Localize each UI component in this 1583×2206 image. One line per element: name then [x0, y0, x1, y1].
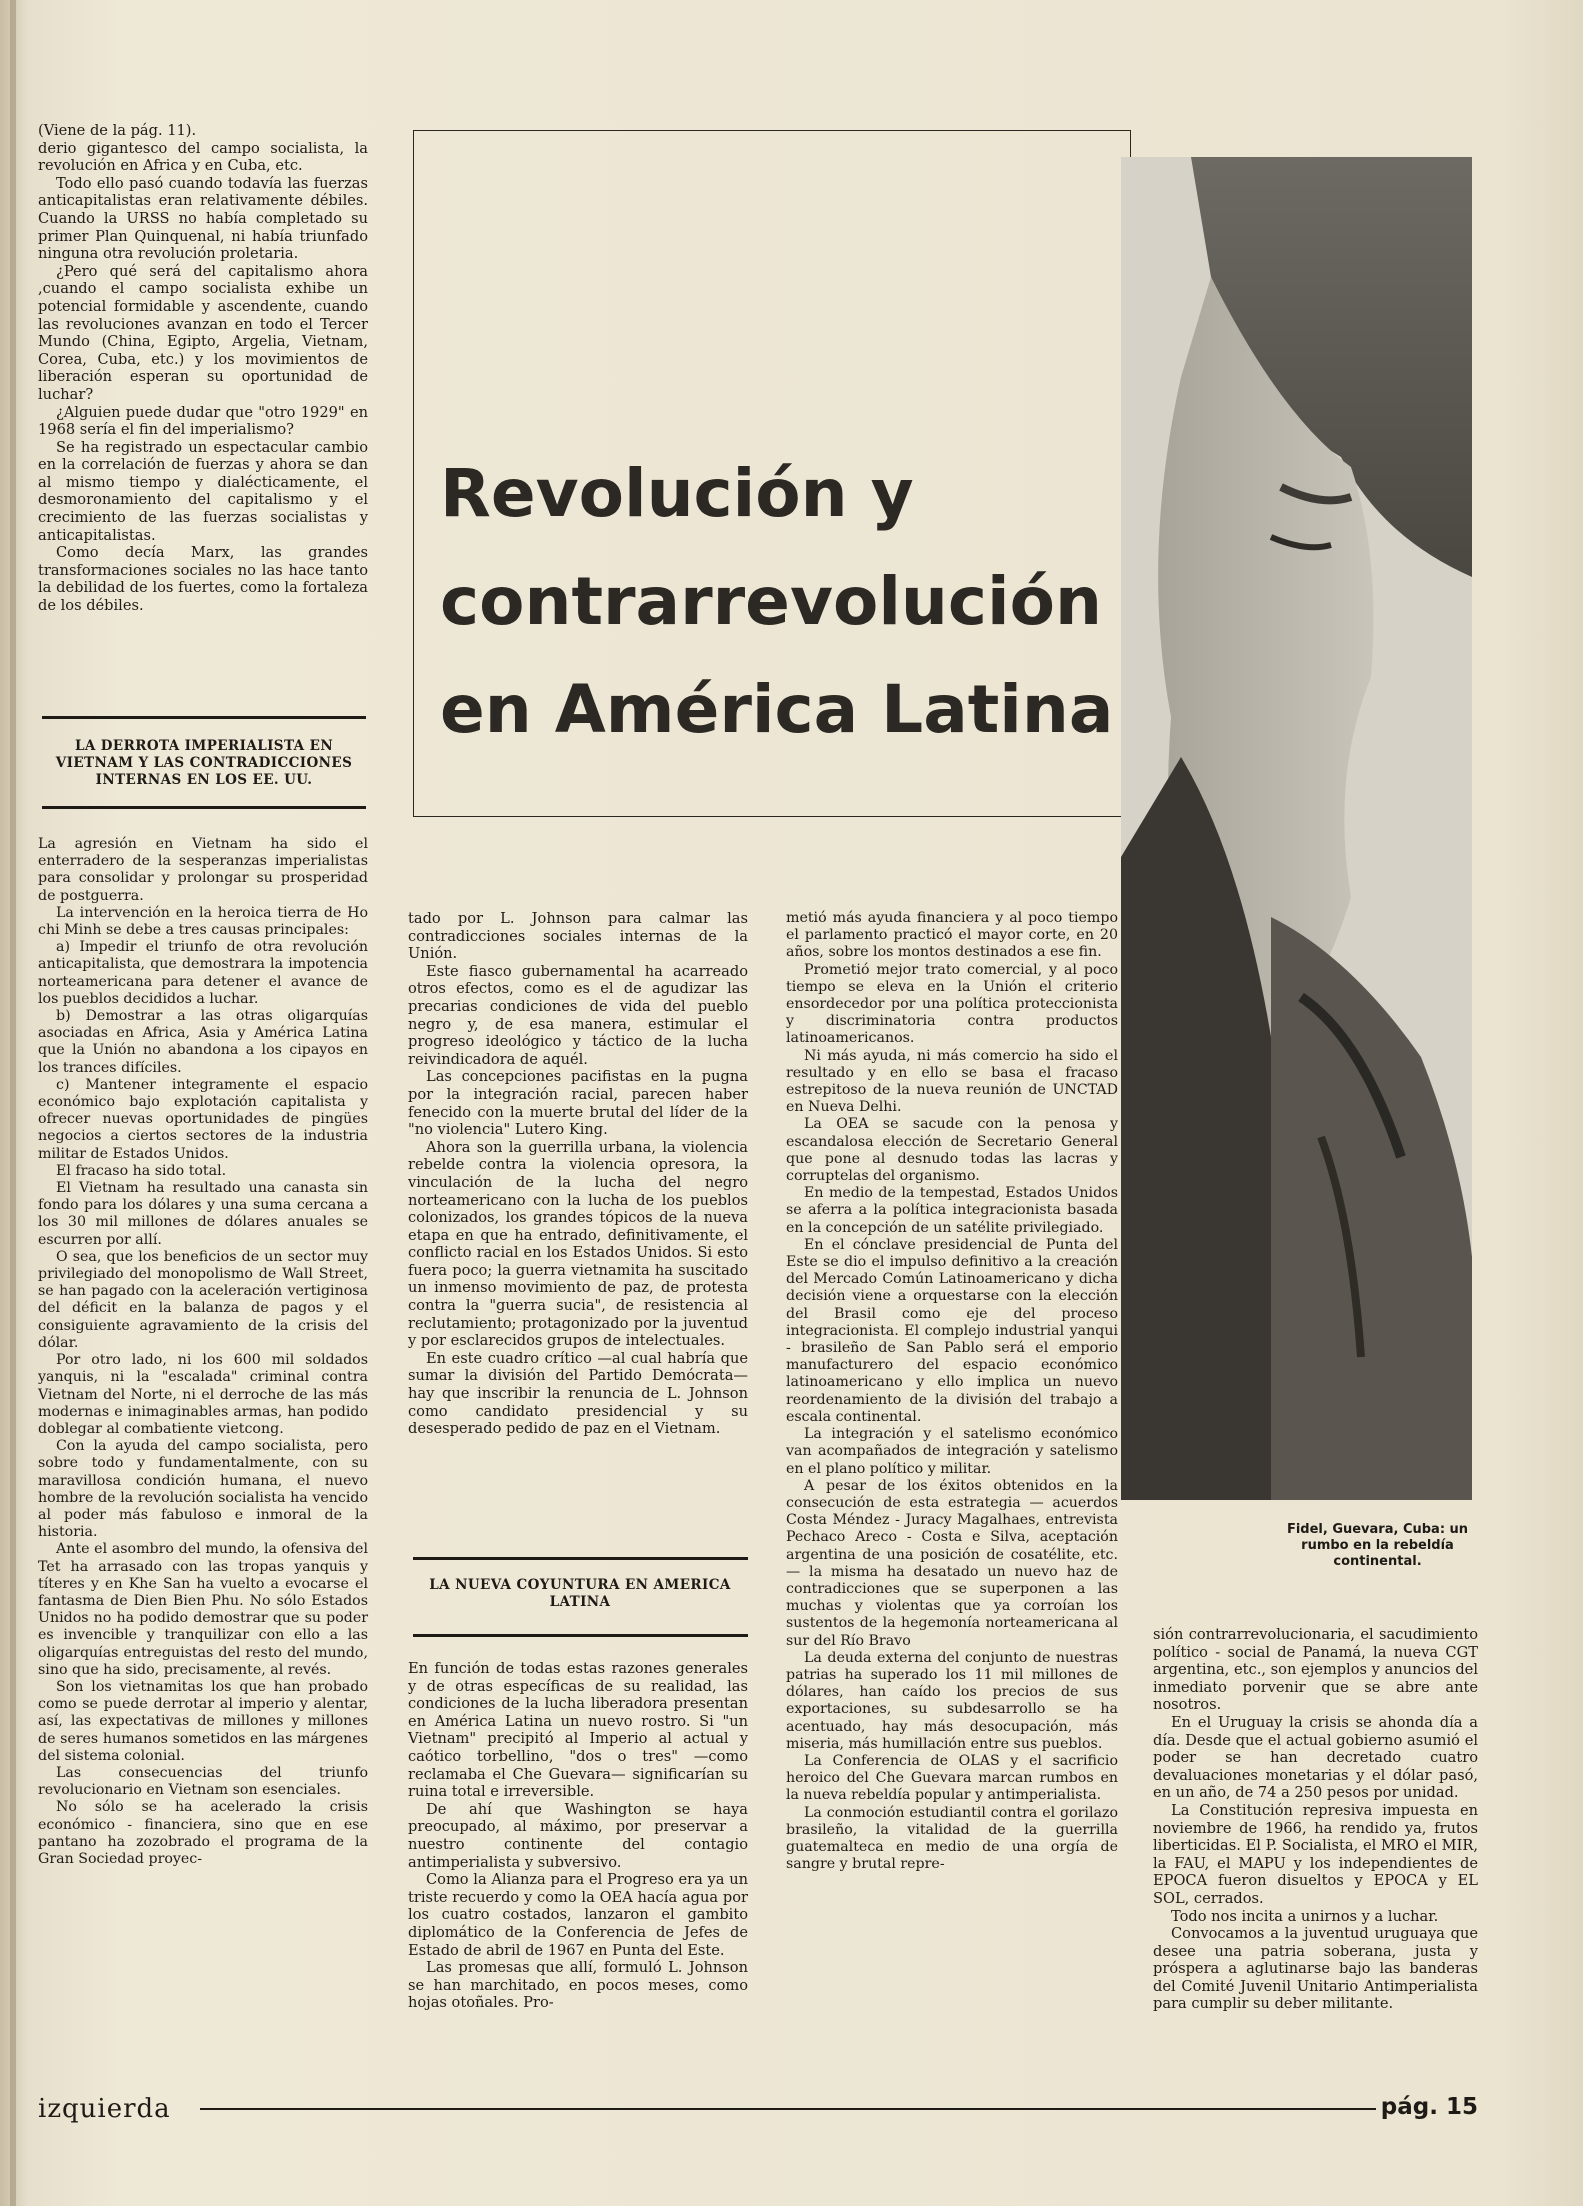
paragraph: Las concepciones pacifistas en la pugna por la integración racial, parecen haber fenecido con la muerte brutal del líder de la "no violencia" Lutero King. — [408, 1068, 748, 1139]
paragraph: La OEA se sacude con la penosa y escandalosa elección de Secretario General que pone al desnudo todas las lacras y corruptelas del organismo. — [786, 1116, 1118, 1185]
subhead-vietnam: LA DERROTA IMPERIALISTA EN VIETNAM Y LAS CONTRADICCIONES INTERNAS EN LOS EE. UU. — [55, 738, 353, 788]
paragraph: Todo nos incita a unirnos y a luchar. — [1171, 1907, 1439, 1925]
paragraph: En el Uruguay la crisis se ahonda día a día. Desde que el actual gobierno asumió el poder se han decretado cuatro devaluaciones monetarias y el dólar pasó, en un año, de 74 a 250 pesos por unidad. — [1153, 1713, 1478, 1802]
column-3 — [786, 910, 1118, 1873]
paragraph: sión contrarrevolucionaria, el sacudimiento político - social de Panamá, la nueva CGT argentina, etc., son ejemplos y anuncios del inmediato porvenir que se abre ante nosotros. — [1153, 1626, 1478, 1714]
footer-rule — [200, 2108, 1376, 2110]
column-2-bottom — [408, 1660, 748, 2012]
paragraph: Ahora son la guerrilla urbana, la violencia rebelde contra la violencia opresora, la vinculación de la lucha del negro norteamericano con la lucha de los pueblos colonizados, los grandes tópicos de la nueva etapa en que ha entrado, definitivamente, el conflicto racial en los Estados Unidos. Si esto fuera poco; la guerra vietnamita ha suscitado un inmenso movimiento de paz, de protesta contra la "guerra sucia", de resistencia al reclutamiento; protagonizado por la juventud y por esclarecidos grupos de intelectuales. — [408, 1138, 748, 1350]
column-1-bottom — [38, 836, 368, 1868]
paragraph: Como decía Marx, las grandes transformaciones sociales no las hace tanto la debilidad de los fuertes, como la fortaleza de los débiles. — [38, 544, 368, 615]
paragraph: Ni más ayuda, ni más comercio ha sido el resultado y en ello se basa el fracaso estrepitoso de la nueva reunión de UNCTAD en Nueva Delhi. — [786, 1047, 1118, 1116]
paragraph: Las consecuencias del triunfo revolucionario en Vietnam son esenciales. — [38, 1764, 368, 1799]
paragraph: Se ha registrado un espectacular cambio en la correlación de fuerzas y ahora se dan al mismo tiempo y dialécticamente, el desmoronamiento del capitalismo y el crecimiento de las fuerzas socialistas y anticapitalistas. — [38, 438, 368, 544]
paragraph: La deuda externa del conjunto de nuestras patrias ha superado los 11 mil millones de dólares, han caído los precios de sus exportaciones, su subdesarrollo se ha acentuado, hay más desocupación, más miseria, más humillación entre sus pueblos. — [786, 1649, 1118, 1752]
paragraph: La integración y el satelismo económico van acompañados de integración y satelismo en el plano político y militar. — [786, 1426, 1118, 1477]
subhead-2-bottom-rule — [413, 1634, 748, 1637]
column-1-top — [38, 122, 368, 615]
paragraph: tado por L. Johnson para calmar las contradicciones sociales internas de la Unión. — [408, 910, 748, 963]
page-number: pág. 15 — [1380, 2094, 1478, 2120]
paragraph: Como la Alianza para el Progreso era ya un triste recuerdo y como la OEA hacía agua por los cuatro costados, lanzaron el gambito diplomático de la Conferencia de Jefes de Estado de abril de 1967 en Punta del Este. — [408, 1871, 748, 1959]
column-4 — [1153, 1626, 1478, 2013]
page-footer — [38, 2094, 1478, 2124]
paragraph: A pesar de los éxitos obtenidos en la consecución de esta estrategia — acuerdos Costa Méndez - Juracy Magalhaes, entrevista Pechaco Areco - Costa e Silva, aceptación argentina de una posición de cosatélite, etc.— la misma ha desatado un nuevo haz de contradicciones que se superponen a las muchas y violentas que ya corroían los sustentos de la hegemonía norteamericana al sur del Río Bravo — [786, 1477, 1118, 1649]
paragraph: Todo ello pasó cuando todavía las fuerzas anticapitalistas eran relativamente débiles. Cuando la URSS no había completado su primer Plan Quinquenal, ni había triunfado ninguna otra revolución proletaria. — [38, 174, 368, 263]
paragraph: En este cuadro crítico —al cual habría que sumar la división del Partido Demócrata— hay que inscribir la renuncia de L. Johnson como candidato presidencial y su desesperado pedido de paz en el Vietnam. — [408, 1349, 748, 1438]
photo-caption: Fidel, Guevara, Cuba: un rumbo en la rebeldía continental. — [1286, 1522, 1469, 1569]
subhead-1-bottom-rule — [42, 806, 366, 809]
portrait-photo — [1121, 157, 1472, 1500]
paragraph: De ahí que Washington se haya preocupado, al máximo, por preservar a nuestro continente del contagio antimperialista y subversivo. — [408, 1800, 748, 1871]
continuation-note: (Viene de la pág. 11). — [38, 122, 197, 139]
paragraph: No sólo se ha acelerado la crisis económico - financiera, sino que en ese pantano ha zozobrado el programa de la Gran Sociedad proyec- — [38, 1799, 368, 1867]
paragraph: derio gigantesco del campo socialista, la revolución en Africa y en Cuba, etc. — [38, 139, 368, 175]
subhead-america-latina: LA NUEVA COYUNTURA EN AMERICA LATINA — [429, 1577, 731, 1610]
paragraph: La intervención en la heroica tierra de Ho chi Minh se debe a tres causas principales: — [38, 904, 368, 939]
paragraph: En el cónclave presidencial de Punta del Este se dio el impulso definitivo a la creación del Mercado Común Latinoamericano y dicha decisión viene a orquestarse con la elección del Brasil como eje del proceso integracionista. El complejo industrial yanqui - brasileño de San Pablo será el emporio manufacturero del espacio económico latinoamericano y ello implica un nuevo reordenamiento de la división del trabajo a escala continental. — [786, 1236, 1118, 1425]
paragraph: Ante el asombro del mundo, la ofensiva del Tet ha arrasado con las tropas yanquis y títeres y en Khe San ha vuelto a evocarse el fantasma de Dien Bien Phu. No sólo Estados Unidos no ha podido demostrar que su poder es invencible y tranquilizar con ello a las oligarquías entreguistas del resto del mundo, sino que ha sido, precisamente, al revés. — [38, 1541, 368, 1678]
subhead-2-top-rule — [413, 1557, 748, 1560]
paragraph: O sea, que los beneficios de un sector muy privilegiado del monopolismo de Wall Street, se han pagado con la aceleración vertiginosa del déficit en la balanza de pagos y el consiguiente agravamiento de la crisis del dólar. — [38, 1248, 368, 1351]
paragraph: En función de todas estas razones generales y de otras específicas de su realidad, las condiciones de la lucha liberadora presentan en América Latina un nuevo rostro. Si "un Vietnam" precipitó al Imperio al actual y caótico torbellino, "dos o tres" —como reclamaba el Che Guevara— significarían su ruina total e irreversible. — [408, 1660, 748, 1801]
headline-line-1: Revolución y — [440, 455, 914, 532]
paragraph: El Vietnam ha resultado una canasta sin fondo para los dólares y una suma cercana a los 30 mil millones de dólares anuales se escurren por allí. — [38, 1180, 368, 1248]
subhead-1-top-rule — [42, 716, 366, 719]
binding-fold — [10, 0, 16, 2206]
paragraph: La Constitución represiva impuesta en noviembre de 1966, ha rendido ya, frutos liberticidas. El P. Socialista, el MRO el MIR, la FAU, el MAPU y los independientes de EPOCA fueron disueltos y EPOCA y EL SOL, cerrados. — [1153, 1801, 1478, 1907]
paragraph: a) Impedir el triunfo de otra revolución anticapitalista, que demostrara la impotencia norteamericana para detener el avance de los pueblos decididos a luchar. — [38, 939, 368, 1007]
paragraph: Son los vietnamitas los que han probado como se puede derrotar al imperio y alentar, así, las expectativas de millones y millones de seres humanos sometidos en las márgenes del sistema colonial. — [38, 1678, 368, 1764]
paragraph: ¿Pero qué será del capitalismo ahora ,cuando el campo socialista exhibe un potencial formidable y ascendente, cuando las revoluciones avanzan en todo el Tercer Mundo (China, Egipto, Argelia, Vietnam, Corea, Cuba, etc.) y los movimientos de liberación esperan su oportunidad de luchar? — [38, 262, 368, 403]
paragraph: Prometió mejor trato comercial, y al poco tiempo se eleva en la Unión el criterio ensordecedor por una política proteccionista y discriminatoria contra productos latinoamericanos. — [786, 961, 1118, 1047]
paragraph: La agresión en Vietnam ha sido el enterradero de la sesperanzas imperialistas para consolidar y prolongar su prosperidad de postguerra. — [38, 836, 368, 904]
portrait-illustration — [1121, 157, 1472, 1500]
paragraph: metió más ayuda financiera y al poco tiempo el parlamento practicó el mayor corte, en 20 años, sobre los montos destinados a ese fin. — [786, 910, 1118, 961]
headline-line-3: en América Latina — [440, 671, 1114, 748]
paragraph: Por otro lado, ni los 600 mil soldados yanquis, ni la "escalada" criminal contra Vietnam del Norte, ni el derroche de las más modernas e inimaginables armas, han podido doblegar al combatiente vietcong. — [38, 1352, 368, 1437]
paragraph: b) Demostrar a las otras oligarquías asociadas en Africa, Asia y América Latina que la Unión no abandona a los cipayos en los trances difíciles. — [38, 1008, 368, 1076]
paragraph: La conmoción estudiantil contra el gorilazo brasileño, la vitalidad de la guerrilla guatemalteca en medio de una orgía de sangre y brutal repre- — [786, 1804, 1118, 1873]
paragraph: La Conferencia de OLAS y el sacrificio heroico del Che Guevara marcan rumbos en la nueva rebeldía popular y antimperialista. — [786, 1752, 1118, 1804]
paragraph: Las promesas que allí, formuló L. Johnson se han marchitado, en pocos meses, como hojas otoñales. Pro- — [408, 1959, 748, 2012]
paragraph: En medio de la tempestad, Estados Unidos se aferra a la política integracionista basada en la concepción de un satélite privilegiado. — [786, 1185, 1118, 1236]
paragraph: El fracaso ha sido total. — [56, 1162, 227, 1179]
headline-line-2: contrarrevolución — [440, 563, 1102, 640]
column-2-top — [408, 910, 748, 1438]
paragraph: Convocamos a la juventud uruguaya que desee una patria soberana, justa y próspera a aglutinarse bajo las banderas del Comité Juvenil Unitario Antimperialista para cumplir su deber militante. — [1153, 1925, 1478, 2013]
paragraph: ¿Alguien puede dudar que "otro 1929" en 1968 sería el fin del imperialismo? — [38, 403, 368, 439]
paragraph: Con la ayuda del campo socialista, pero sobre todo y fundamentalmente, con su maravillosa condición humana, el nuevo hombre de la revolución socialista ha vencido al poder más fabuloso e inmoral de la historia. — [38, 1438, 368, 1541]
headline — [440, 440, 1130, 764]
paragraph: Este fiasco gubernamental ha acarreado otros efectos, como es el de agudizar las precarias condiciones de vida del pueblo negro y, de esa manera, estimular el progreso ideológico y táctico de la lucha reivindicadora de aquél. — [408, 962, 748, 1068]
publication-name: izquierda — [38, 2094, 171, 2124]
paragraph: c) Mantener integramente el espacio económico bajo explotación capitalista y ofrecer nuevas oportunidades de pingües negocios a ciertos sectores de la industria militar de Estados Unidos. — [38, 1076, 368, 1162]
